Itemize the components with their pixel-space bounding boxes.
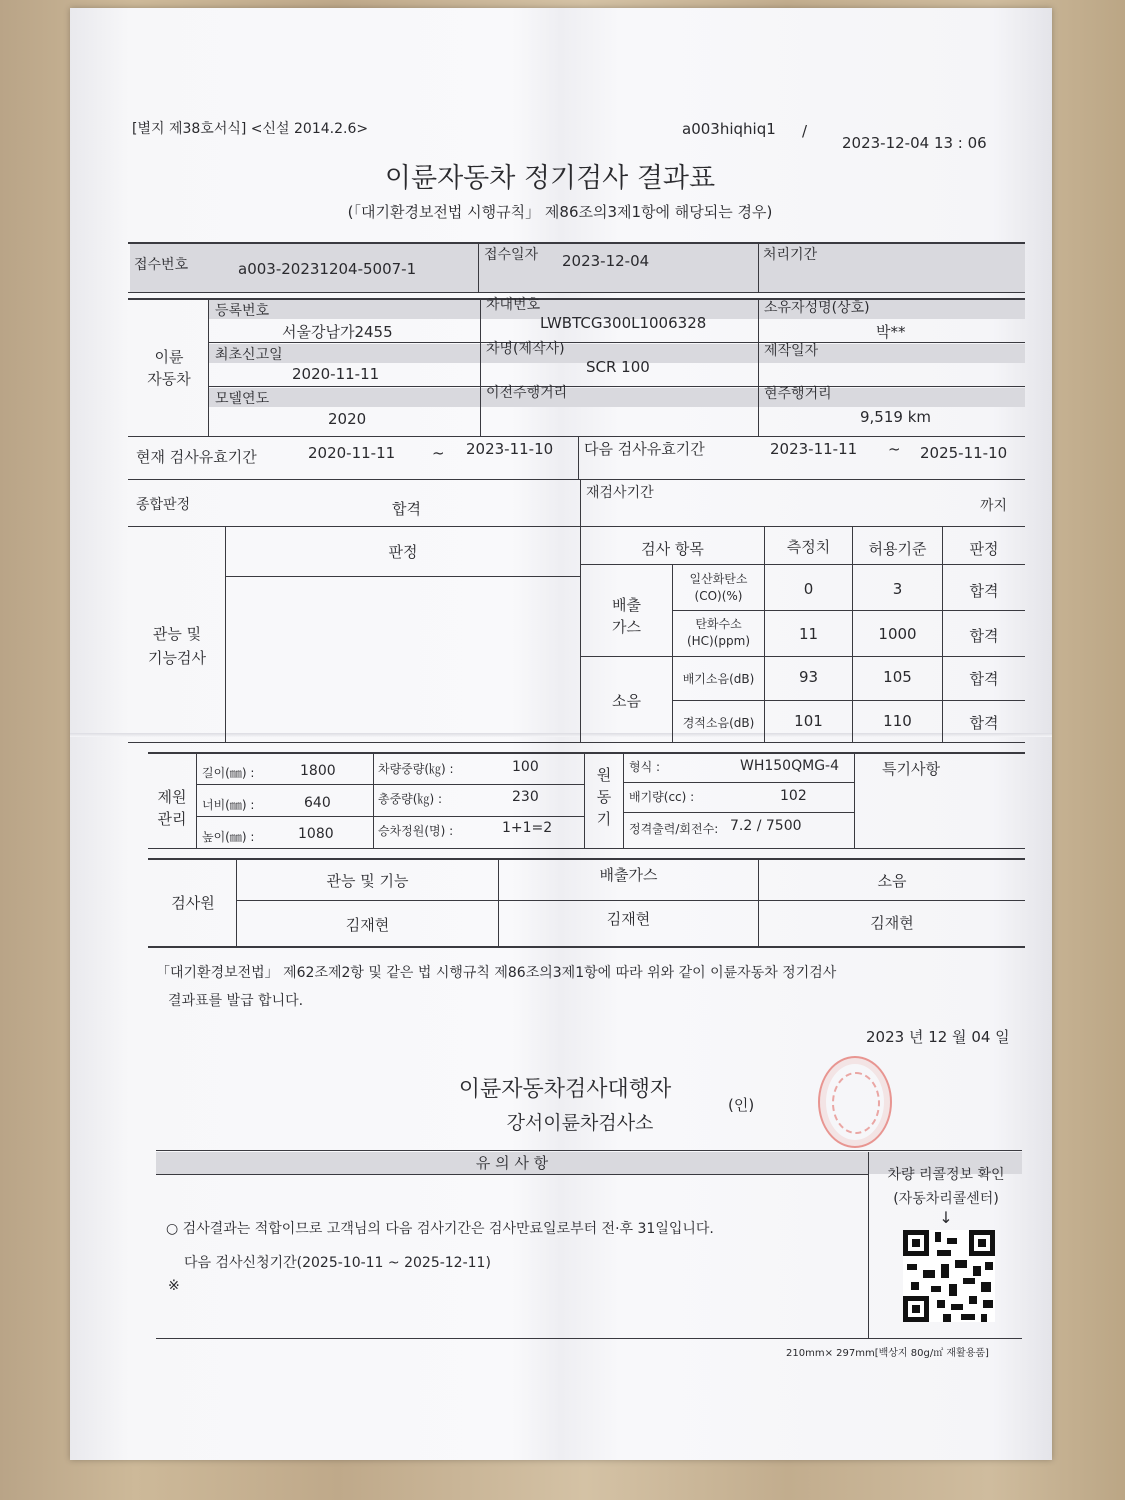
vin: LWBTCG300L1006328 <box>540 314 707 332</box>
col-inspection-item: 검사 항목 <box>641 540 704 558</box>
engine-type-label: 형식 : <box>629 760 661 774</box>
group-emission-gas: 배출 가스 <box>612 596 641 636</box>
engine-section-label: 원 동 기 <box>596 766 612 828</box>
official-seal-stamp <box>818 1056 892 1148</box>
power-label: 정격출력/회전수: <box>629 822 719 836</box>
row-limit: 3 <box>892 580 903 598</box>
height-value: 1080 <box>298 826 334 842</box>
receipt-date: 2023-12-04 <box>562 252 650 270</box>
first-reg-label: 최초신고일 <box>215 347 283 363</box>
receipt-no-label: 접수번호 <box>134 257 189 273</box>
inspector-noise-name: 김재현 <box>870 914 914 932</box>
row-item: 배기소음(dB) <box>682 672 755 686</box>
owner-label: 소유자성명(상호) <box>764 300 870 316</box>
row-item: 일산화탄소 (CO)(%) <box>689 572 748 603</box>
statement-line-1: 「대기환경보전법」 제62조제2항 및 같은 법 시행규칙 제86조의3제1항에 따라 위와 같이 이륜자동차 정기검사 <box>156 965 837 981</box>
cur-mileage: 9,519 km <box>860 408 932 426</box>
length-value: 1800 <box>300 763 336 779</box>
note-line-2: 다음 검사신청기간(2025-10-11 ~ 2025-12-11) <box>184 1255 491 1271</box>
gross-weight-label: 총중량(㎏) : <box>378 792 442 806</box>
reinspection-label: 재검사기간 <box>586 485 654 501</box>
col-measured: 측정치 <box>786 538 831 556</box>
cur-mileage-label: 현주행거리 <box>764 386 832 402</box>
receipt-no: a003-20231204-5007-1 <box>238 260 417 278</box>
row-limit: 110 <box>883 712 912 730</box>
row-verdict: 합격 <box>969 714 999 732</box>
model-year-label: 모델연도 <box>215 391 270 407</box>
col-verdict: 판정 <box>969 540 999 558</box>
receipt-date-label: 접수일자 <box>484 247 539 263</box>
seating-value: 1+1=2 <box>502 820 553 836</box>
recall-info-title: 차량 리콜정보 확인 <box>887 1167 1005 1183</box>
verdict-header: 판정 <box>388 543 418 561</box>
note-line-1: ○ 검사결과는 적합이므로 고객님의 다음 검사기간은 검사만료일로부터 전·후 31일입니다. <box>166 1221 714 1237</box>
mfg-date-label: 제작일자 <box>764 343 819 359</box>
row-verdict: 합격 <box>969 627 999 645</box>
vin-label: 차대번호 <box>486 297 541 313</box>
vehicle-section-label: 이륜 자동차 <box>147 348 191 388</box>
document-id: a003hiqhiq1 <box>682 120 776 138</box>
current-validity-from: 2020-11-11 <box>308 444 396 462</box>
overall-judgement: 합격 <box>392 500 421 518</box>
reg-no-label: 등록번호 <box>215 303 270 319</box>
processing-period-label: 처리기간 <box>763 247 818 263</box>
next-validity-to: 2025-11-10 <box>920 444 1008 462</box>
prev-mileage-label: 이전주행거리 <box>486 385 568 401</box>
next-validity-label: 다음 검사유효기간 <box>584 440 705 458</box>
row-measured: 93 <box>798 668 819 686</box>
inspector-gas-name: 김재현 <box>606 910 651 928</box>
form-reference: [별지 제38호서식] <신설 2014.2.6> <box>132 121 369 137</box>
width-value: 640 <box>304 795 331 811</box>
gross-weight-value: 230 <box>512 789 539 805</box>
issue-date: 2023 년 12 월 04 일 <box>866 1028 1010 1046</box>
inspector-visual-name: 김재현 <box>345 916 390 934</box>
model-label: 차명(제작사) <box>486 341 565 357</box>
row-item: 경적소음(dB) <box>682 716 755 730</box>
recall-center-label: (자동차리콜센터) <box>893 1191 999 1207</box>
col-limit: 허용기준 <box>868 540 927 558</box>
separator: / <box>802 122 808 140</box>
inspector-noise-label: 소음 <box>877 872 907 890</box>
reg-no: 서울강남가2455 <box>282 323 393 341</box>
displacement-value: 102 <box>780 788 807 804</box>
width-label: 너비(㎜) : <box>202 798 255 812</box>
special-notes-label: 특기사항 <box>882 760 940 778</box>
paper-spec: 210mm× 297mm[백상지 80g/㎡ 재활용품] <box>786 1348 989 1359</box>
printed-timestamp: 2023-12-04 13 : 06 <box>842 134 987 152</box>
group-noise: 소음 <box>612 692 641 710</box>
length-label: 길이(㎜) : <box>202 766 255 780</box>
curb-weight-label: 차량중량(㎏) : <box>378 762 454 776</box>
inspection-certificate <box>70 8 1052 1460</box>
arrow-down-icon: ↓ <box>939 1208 953 1227</box>
row-measured: 101 <box>794 712 823 730</box>
model-year: 2020 <box>328 410 367 428</box>
inspector-gas-label: 배출가스 <box>599 866 658 884</box>
overall-judgement-label: 종합판정 <box>136 497 191 513</box>
paper-fold <box>70 733 1052 737</box>
curb-weight-value: 100 <box>512 759 539 775</box>
engine-type-value: WH150QMG-4 <box>740 758 839 774</box>
document-subtitle: (「대기환경보전법 시행규칙」 제86조의3제1항에 해당되는 경우) <box>347 203 773 221</box>
row-verdict: 합격 <box>969 670 999 688</box>
specs-section-label: 제원 관리 <box>157 788 187 828</box>
owner-name: 박** <box>876 323 906 341</box>
notes-title: 유 의 사 항 <box>475 1154 549 1172</box>
seating-label: 승차정원(명) : <box>378 824 454 838</box>
first-reg-date: 2020-11-11 <box>292 365 380 383</box>
height-label: 높이(㎜) : <box>202 830 255 844</box>
inspection-agency: 이륜자동차검사대행자 <box>458 1077 672 1102</box>
current-validity-tilde: ~ <box>432 444 445 462</box>
model-name: SCR 100 <box>586 358 650 376</box>
inspector-label: 검사원 <box>171 894 215 912</box>
row-item: 탄화수소 (HC)(ppm) <box>686 617 751 648</box>
inspector-visual-label: 관능 및 기능 <box>326 872 409 890</box>
next-validity-tilde: ~ <box>888 440 901 458</box>
current-validity-label: 현재 검사유효기간 <box>136 448 257 466</box>
current-validity-to: 2023-11-10 <box>466 440 554 458</box>
reinspection-until: 까지 <box>980 498 1008 514</box>
statement-line-2: 결과표를 발급 합니다. <box>168 993 304 1009</box>
power-value: 7.2 / 7500 <box>730 818 802 834</box>
row-limit: 1000 <box>878 625 917 643</box>
row-verdict: 합격 <box>969 582 999 600</box>
visual-function-label: 관능 및 기능검사 <box>148 625 206 667</box>
row-limit: 105 <box>883 668 912 686</box>
qr-code-icon[interactable] <box>903 1230 995 1322</box>
row-measured: 11 <box>798 625 819 643</box>
displacement-label: 배기량(cc) : <box>629 790 695 804</box>
next-validity-from: 2023-11-11 <box>770 440 858 458</box>
document-title: 이륜자동차 정기검사 결과표 <box>384 163 716 194</box>
note-mark: ※ <box>168 1278 180 1294</box>
row-measured: 0 <box>803 580 814 598</box>
seal-mark: (인) <box>728 1096 755 1114</box>
inspection-station: 강서이륜차검사소 <box>506 1112 654 1134</box>
